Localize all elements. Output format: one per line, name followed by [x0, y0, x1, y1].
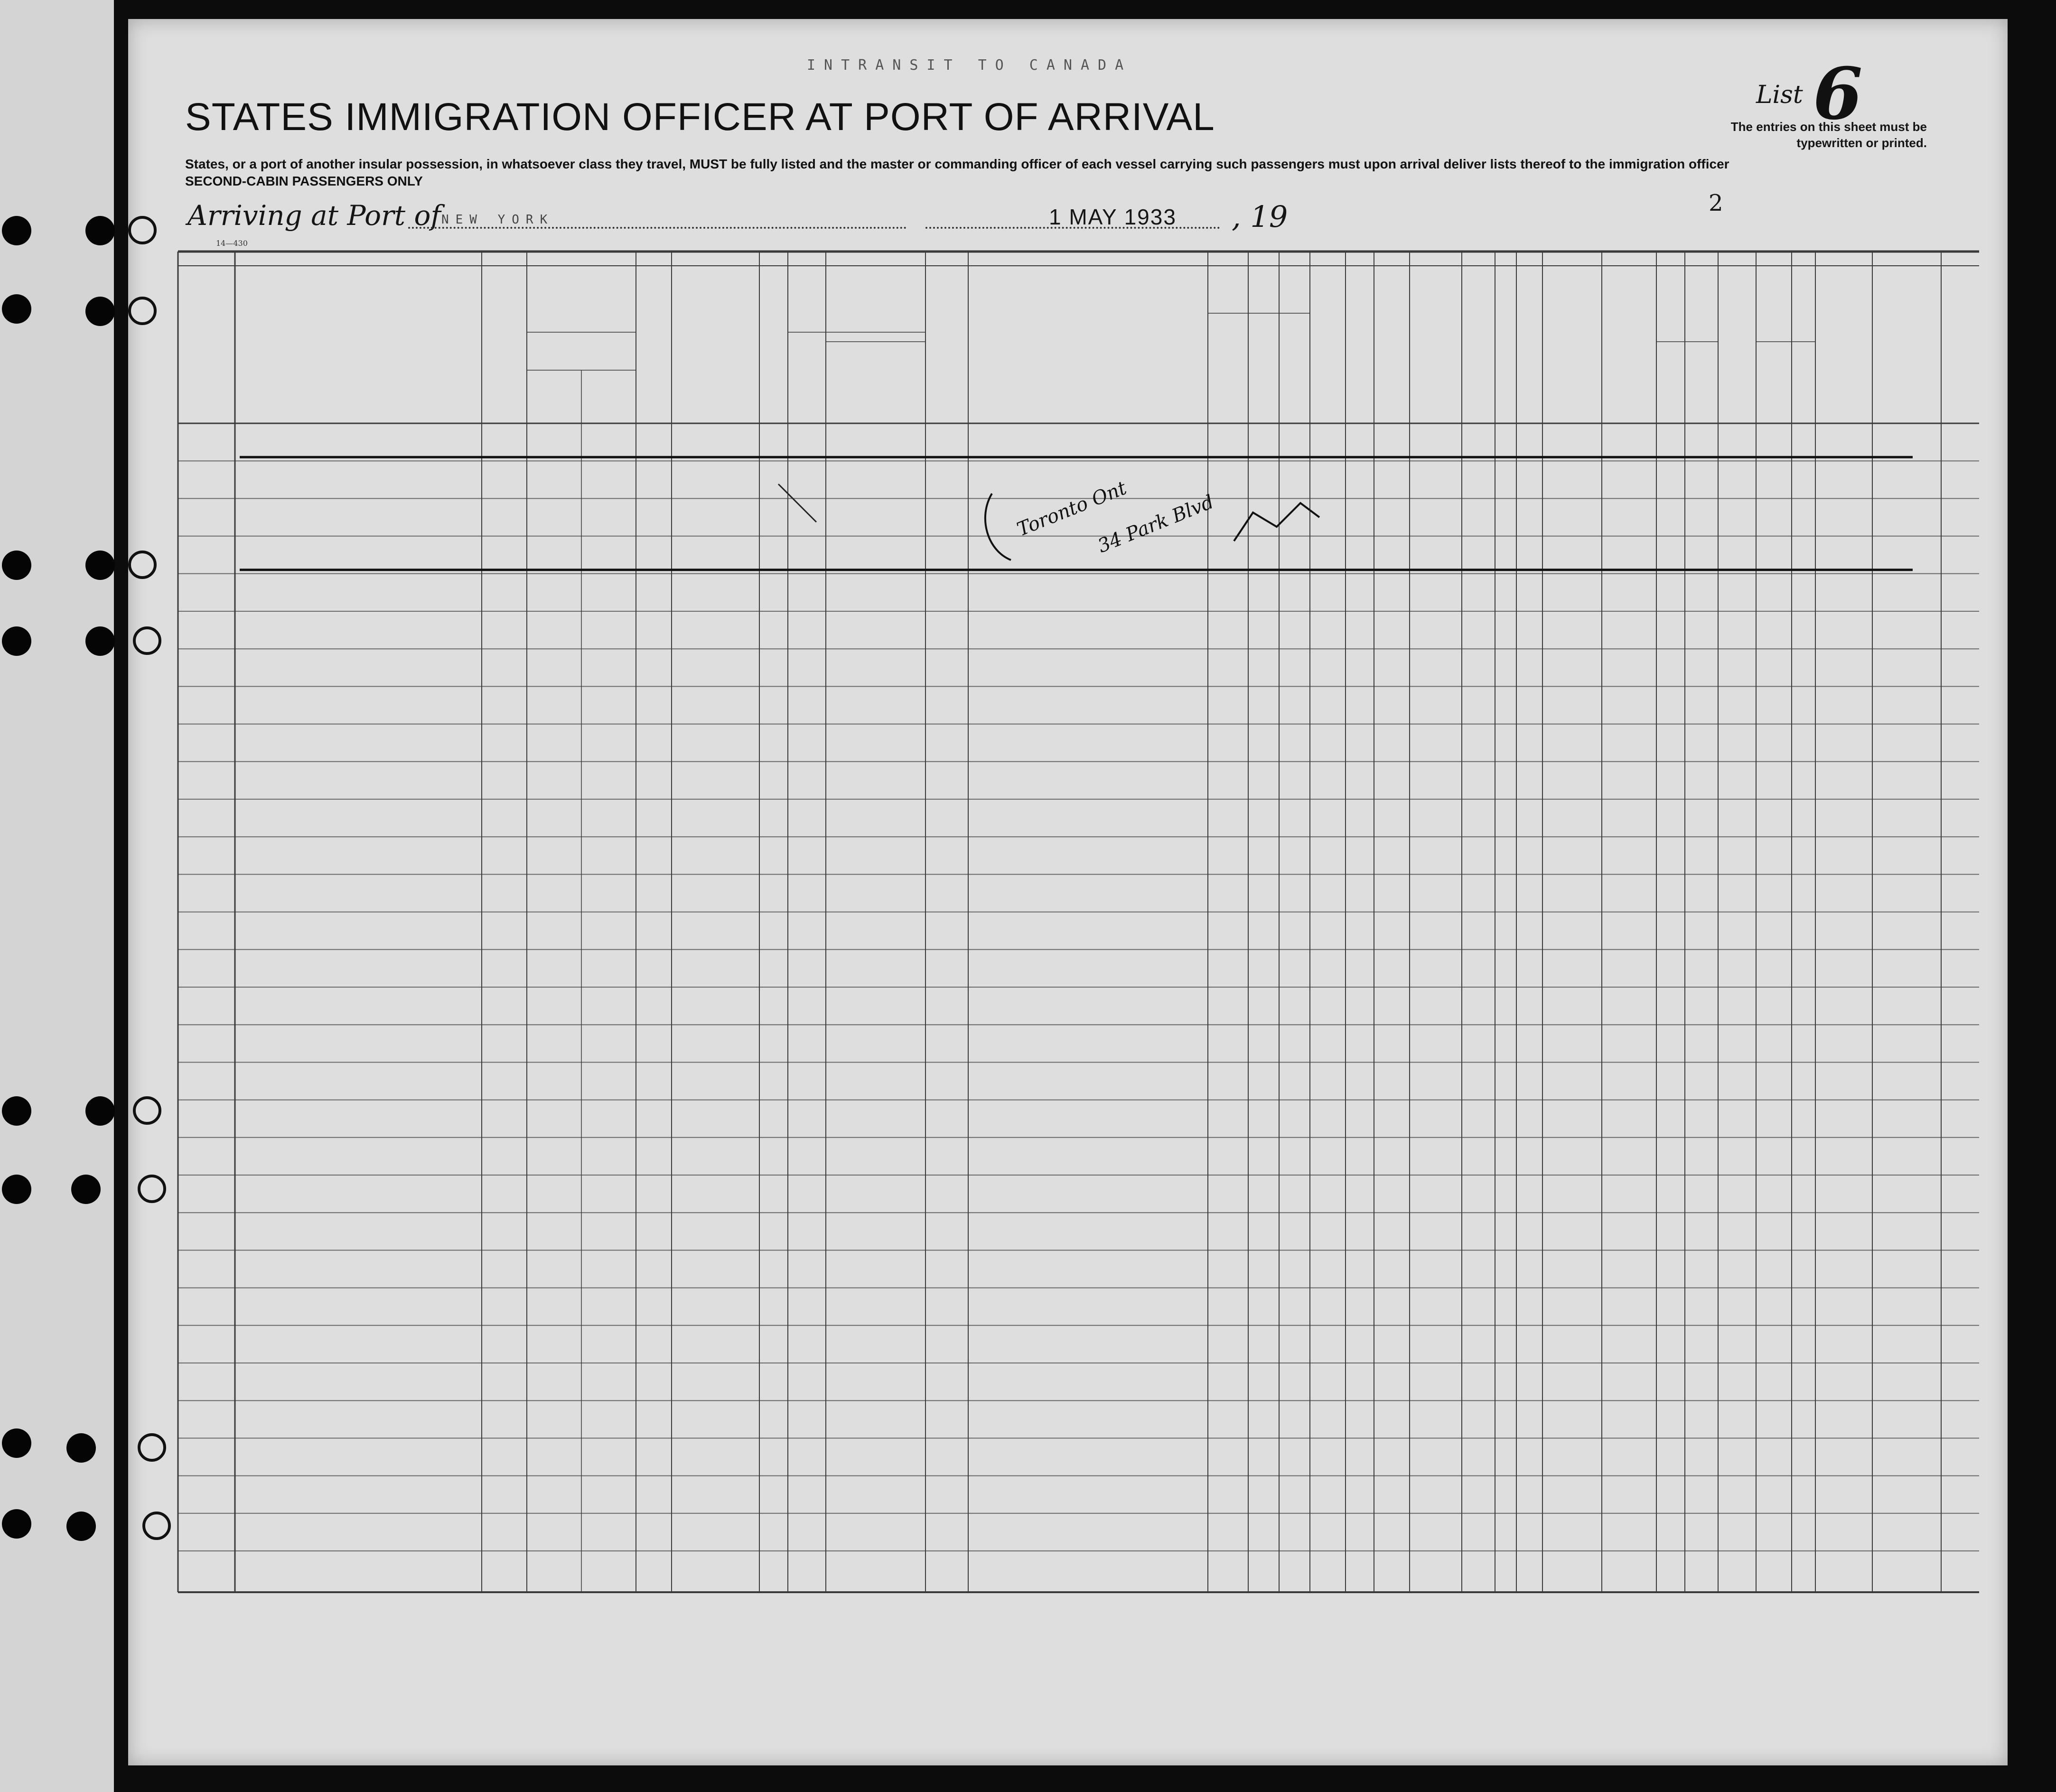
handwritten-mark [985, 494, 1011, 560]
list-number: 6 [1813, 52, 1863, 136]
form-code: 14—430 [216, 239, 248, 248]
list-note: The entries on this sheet must be typewritten or printed. [1730, 120, 1927, 150]
form-subtitle: States, or a port of another insular possession, in whatsoever class they travel, MUST be fully listed and the master or commanding officer of each vessel carrying such passengers must upon arrival deliver lists thereof to the immigration officer [185, 157, 1729, 171]
port-label: Arriving at Port of [187, 199, 441, 232]
handwritten-mark [778, 484, 816, 522]
faint-header-text: INTRANSIT TO CANADA [807, 57, 1132, 74]
handwritten-mark [1234, 503, 1319, 541]
form-class: SECOND-CABIN PASSENGERS ONLY [185, 174, 423, 188]
handwritten-note: Toronto Ont [1014, 477, 1130, 541]
handwritten-note: 34 Park Blvd [1094, 491, 1217, 558]
list-label: List [1756, 81, 1803, 109]
year-prefix: , 19 [1232, 199, 1288, 234]
form-title: STATES IMMIGRATION OFFICER AT PORT OF ARRIVAL [185, 95, 1215, 139]
port-name: NEW YORK [441, 213, 554, 227]
arrival-date: 1 MAY 1933 [1049, 205, 1177, 229]
sheet-number: 2 [1709, 190, 1723, 216]
